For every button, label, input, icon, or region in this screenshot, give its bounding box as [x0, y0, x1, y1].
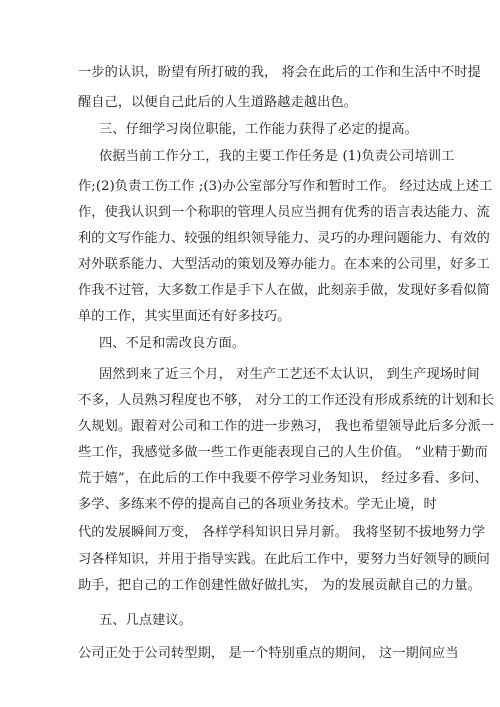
paragraph-line: 作，使我认识到一个称职的管理人员应当拥有优秀的语言表达能力、流 [78, 205, 490, 220]
paragraph-line: 荒于嬉”，在此后的工作中我要不停学习业务知识， 经过多看、多问、 [78, 471, 488, 486]
paragraph-line: 代的发展瞬间万变， 各样学科知识日异月新。 我将坚韧不拔地努力学 [78, 525, 486, 540]
paragraph-line: 习各样知识，并用于指导实践。在此后工作中，要努力当好领导的顾问 [78, 552, 490, 567]
paragraph-line: 些工作，我感觉多做一些工作更能表现自己的人生价值。 “业精于勤而 [78, 445, 488, 460]
paragraph-line: 作我不过管，大多数工作是手下人在做，此刻亲手做，发现好多看似简 [78, 283, 490, 298]
paragraph-line: 依据当前工作分工，我的主要工作任务是 (1)负责公司培训工 [99, 149, 455, 164]
paragraph-line: 对外联系能力、大型活动的策划及筹办能力。在本来的公司里，好多工 [78, 257, 490, 272]
paragraph-line: 一步的认识，盼望有所打破的我， 将会在此后的工作和生活中不时提 [78, 65, 481, 80]
section-heading-3: 三、仔细学习岗位职能，工作能力获得了必定的提高。 [99, 122, 418, 137]
section-heading-5: 五、几点建议。 [99, 613, 193, 628]
paragraph-line: 公司正处于公司转型期， 是一个特别重点的期间， 这一期间应当 [78, 646, 459, 661]
paragraph-line: 醒自己，以便自己此后的人生道路越走越出色。 [78, 95, 358, 110]
paragraph-line: 不多，人员熟习程度也不够， 对分工的工作还没有形成系统的计划和长 [78, 393, 495, 408]
section-heading-4: 四、不足和需改良方面。 [99, 336, 246, 351]
paragraph-line: 利的文写作能力、较强的组织领导能力、灵巧的办理问题能力、有效的 [78, 231, 490, 246]
paragraph-line: 固然到来了近三个月， 对生产工艺还不太认识， 到生产现场时间 [99, 367, 480, 382]
paragraph-line: 单的工作，其实里面还有好多技巧。 [78, 309, 291, 324]
paragraph-line: 久规划。跟着对公司和工作的进一步熟习， 我也希望领导此后多分派一 [78, 419, 495, 434]
paragraph-line: 多学、多练来不停的提高自己的各项业务技术。学无止境，时 [78, 497, 437, 512]
paragraph-line: 作;(2)负责工伤工作 ;(3)办公室部分写作和暂时工作。 经过达成上述工 [78, 179, 493, 194]
paragraph-line: 助手，把自己的工作创建性做好做扎实， 为的发展贡献自己的力量。 [78, 578, 481, 593]
